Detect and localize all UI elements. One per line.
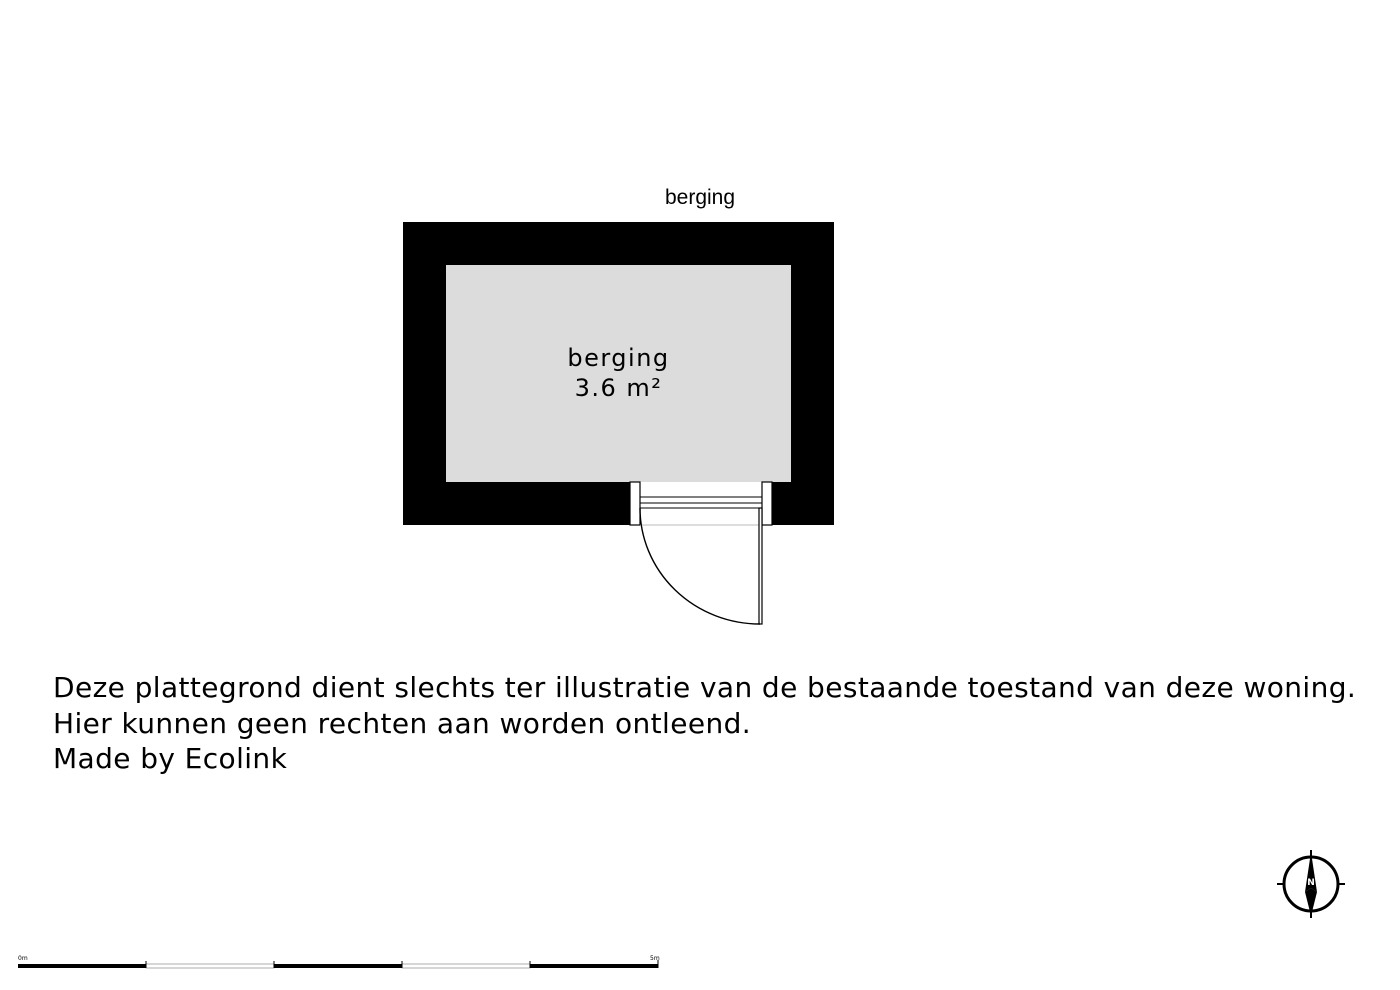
door-leaf [759,508,762,624]
scale-segment [274,964,402,968]
compass-label: N [1307,878,1315,888]
scale-segment [402,964,530,968]
disclaimer-line-1: Deze plattegrond dient slechts ter illustratie van de bestaande toestand van deze woning. [53,671,1357,704]
scale-end-label: 5m [650,955,660,962]
disclaimer [53,670,1356,777]
door [620,470,790,635]
door-jamb-left [630,482,640,525]
room-name: berging [567,344,670,372]
disclaimer-line-2: Hier kunnen geen rechten aan worden ontleend. [53,706,752,740]
scale-segment [146,964,274,968]
room-area: 3.6 m² [574,374,663,402]
scale-bar [14,950,664,974]
door-jamb-right [762,482,772,525]
disclaimer-line-3: Made by Ecolink [53,742,288,775]
north-arrow-icon [1275,848,1347,920]
room-label [446,343,791,403]
scale-segment [18,964,146,968]
plan-title: berging [664,186,736,209]
scale-start-label: 0m [18,955,28,962]
scale-segment [530,964,658,968]
